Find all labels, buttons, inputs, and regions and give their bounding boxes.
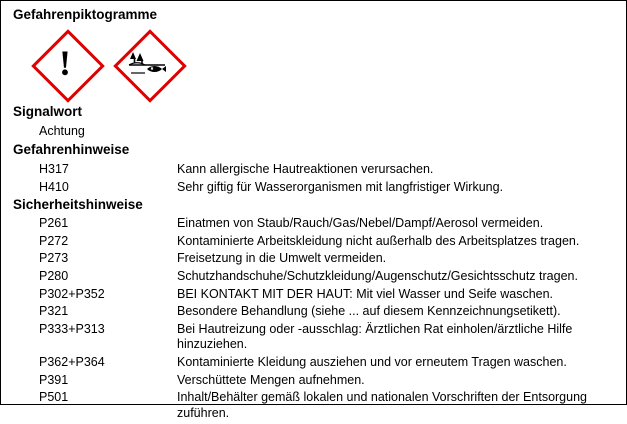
hazard-text: Kann allergische Hautreaktionen verursachen. [177,162,434,176]
precaution-text: Inhalt/Behälter gemäß lokalen und nationalen Vorschriften der Entsorgung zuführen. [177,390,587,420]
table-row [13,373,616,391]
precaution-text: Besondere Behandlung (siehe ... auf diesem Kennzeichnungsetikett). [177,304,561,319]
pictogram-list [31,29,181,97]
hazard-statements-heading: Gefahrenhinweise [13,142,130,157]
table-row [13,390,616,423]
precaution-code: P362+P364 [39,355,105,369]
table-row [13,269,616,287]
precaution-text: Freisetzung in die Umwelt vermeiden. [177,251,387,266]
precaution-code: P391 [39,372,69,387]
hazard-code: H410 [39,179,69,194]
precaution-text: Schutzhandschuhe/Schutzkleidung/Augenschutz/Gesichtsschutz tragen. [177,268,578,283]
precaution-code: P321 [39,304,69,319]
pictogram-section-heading: Gefahrenpiktogramme [13,7,158,22]
ghs09-environment-pictogram [113,29,181,97]
precaution-code: P302+P352 [39,286,105,301]
precaution-code: P501 [39,390,69,405]
precautionary-statements-heading: Sicherheitshinweise [13,197,143,212]
table-row [13,234,616,252]
precaution-text: Verschüttete Mengen aufnehmen. [177,372,365,387]
hazard-statements-table [13,162,616,197]
precaution-code: P272 [39,233,69,248]
environment-icon [113,29,181,97]
precaution-text: Einatmen von Staub/Rauch/Gas/Nebel/Dampf/Aerosol vermeiden. [177,216,544,230]
precaution-text: BEI KONTAKT MIT DER HAUT: Mit viel Wasser und Seife waschen. [177,286,554,301]
exclamation-mark-icon [31,29,99,97]
table-row [13,216,616,234]
signal-word-heading: Signalwort [13,104,83,119]
dead-fish-and-tree-icon [127,43,167,83]
hazard-text: Sehr giftig für Wasserorganismen mit langfristiger Wirkung. [177,179,504,194]
table-row [13,180,616,198]
hazard-code: H317 [39,162,69,176]
signal-word-value: Achtung [39,124,85,138]
ghs07-exclamation-mark-pictogram [31,29,99,97]
precaution-text: Kontaminierte Kleidung ausziehen und vor erneutem Tragen waschen. [177,355,567,369]
precaution-code: P261 [39,216,69,230]
exclamation-glyph: ! [59,43,71,83]
table-row [13,355,616,373]
precaution-code: P333+P313 [39,321,105,336]
table-row [13,322,616,355]
table-row [13,304,616,322]
precaution-code: P280 [39,268,69,283]
precaution-text: Bei Hautreizung oder -ausschlag: Ärztlichen Rat einholen/ärztliche Hilfe hinzuziehen. [177,321,573,352]
precaution-text: Kontaminierte Arbeitskleidung nicht außerhalb des Arbeitsplatzes tragen. [177,233,580,248]
precautionary-statements-table [13,216,616,424]
table-row [13,287,616,305]
precaution-code: P273 [39,251,69,266]
table-row [13,162,616,180]
table-row [13,251,616,269]
